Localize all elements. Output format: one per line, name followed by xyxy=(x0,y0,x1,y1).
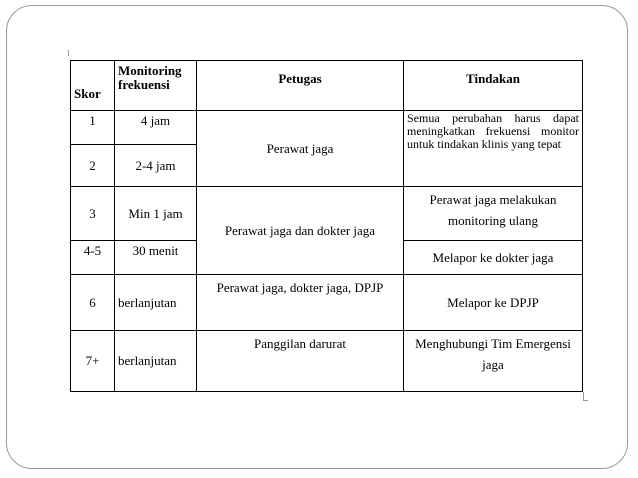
header-monitoring: Monitoring frekuensi xyxy=(115,61,197,111)
frekuensi-cell: Min 1 jam xyxy=(115,187,197,241)
tindakan-cell: Semua perubahan harus dapat meningkatkan frekuensi monitor untuk tindakan klinis yang tepat xyxy=(404,111,583,187)
early-warning-score-table xyxy=(70,60,583,392)
frekuensi-cell: berlanjutan xyxy=(115,275,197,331)
petugas-cell: Perawat jaga dan dokter jaga xyxy=(197,187,404,275)
skor-cell: 4-5 xyxy=(71,241,115,275)
table-row xyxy=(71,111,583,145)
header-tindakan: Tindakan xyxy=(404,61,583,111)
petugas-cell: Perawat jaga xyxy=(197,111,404,187)
tindakan-cell: Perawat jaga melakukan monitoring ulang xyxy=(404,187,583,241)
frekuensi-cell: 2-4 jam xyxy=(115,145,197,187)
header-skor: Skor xyxy=(71,61,115,111)
skor-cell: 1 xyxy=(71,111,115,145)
table-header-row xyxy=(71,61,583,111)
table-row xyxy=(71,275,583,331)
skor-cell: 6 xyxy=(71,275,115,331)
anchor-mark xyxy=(583,392,588,401)
petugas-cell: Perawat jaga, dokter jaga, DPJP xyxy=(197,275,404,331)
frekuensi-cell: 30 menit xyxy=(115,241,197,275)
header-petugas: Petugas xyxy=(197,61,404,111)
table-row xyxy=(71,331,583,392)
tindakan-cell: Menghubungi Tim Emergensi jaga xyxy=(404,331,583,392)
table-row xyxy=(71,187,583,241)
tindakan-cell: Melapor ke dokter jaga xyxy=(404,241,583,275)
skor-cell: 2 xyxy=(71,145,115,187)
frekuensi-cell: berlanjutan xyxy=(115,331,197,392)
tindakan-cell: Melapor ke DPJP xyxy=(404,275,583,331)
text-cursor-mark xyxy=(68,50,69,56)
skor-cell: 7+ xyxy=(71,331,115,392)
petugas-cell: Panggilan darurat xyxy=(197,331,404,392)
frekuensi-cell: 4 jam xyxy=(115,111,197,145)
skor-cell: 3 xyxy=(71,187,115,241)
